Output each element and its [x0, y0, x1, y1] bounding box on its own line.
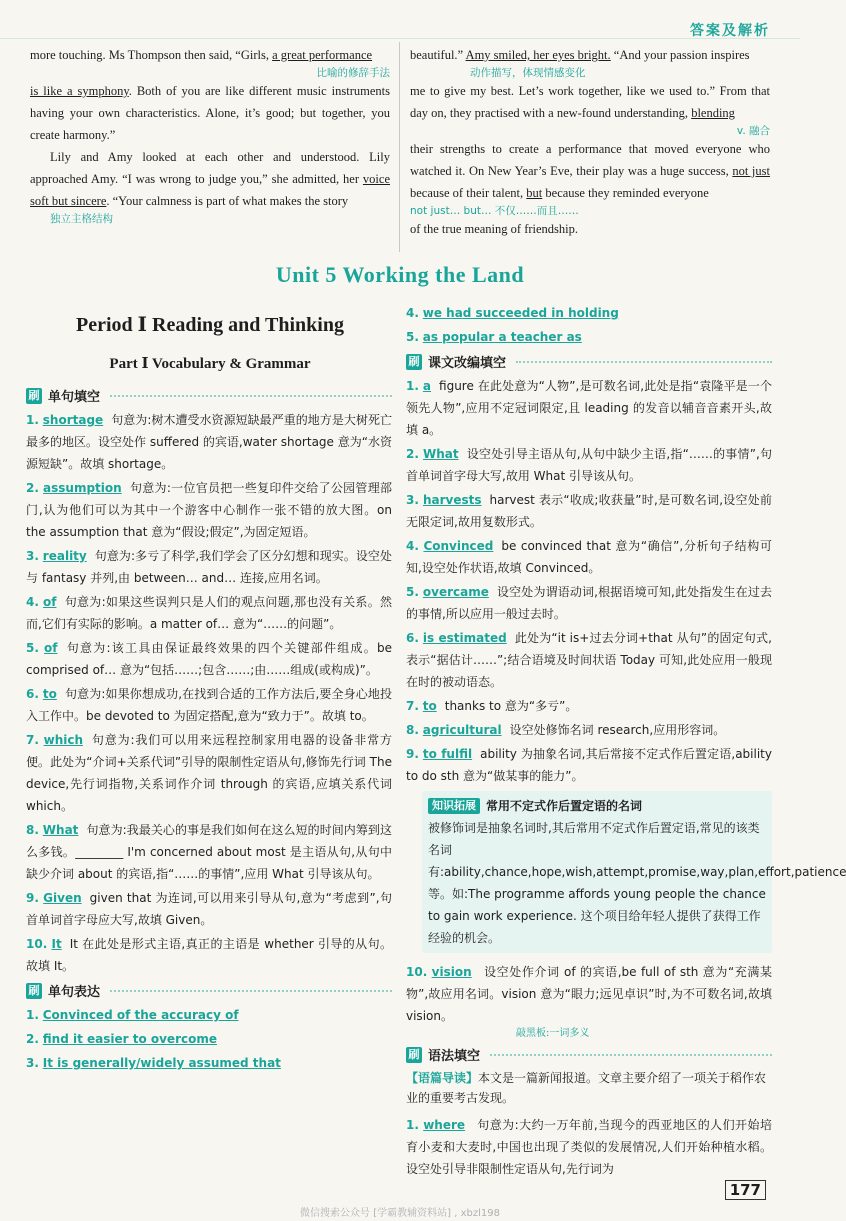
- brush-badge-icon: 刷: [406, 1047, 422, 1063]
- item-explanation: 设空处修饰名词 research,应用形容词。: [509, 723, 726, 737]
- item-number: 1.: [406, 379, 419, 393]
- page-number: 177: [725, 1180, 766, 1200]
- item-answer: which: [43, 733, 84, 747]
- list-item: [406, 743, 772, 787]
- fill-answer-list: [26, 409, 392, 977]
- item-explanation: given that 为连词,可以用来引导从句,意为“考虑到”,句首单词首字母应大写,故填 Given。: [26, 891, 392, 927]
- text: because of their talent,: [410, 186, 527, 200]
- item-number: 5.: [406, 585, 419, 599]
- text: Lily and Amy looked at each other and understood. Lily approached Amy. “I was wrong to judge you,” she admitted, her: [30, 150, 390, 186]
- list-item: [406, 627, 772, 693]
- item-explanation: 此处为“it is+过去分词+that 从句”的固定句式,表示“据估计……”;结合语境及时间状语 Today 可知,此处应用一般现在时的被动语态。: [406, 631, 772, 689]
- list-item: [406, 535, 772, 579]
- item-number: 2.: [26, 1032, 39, 1046]
- text: . “Your calmness is part of what makes the story: [106, 194, 349, 208]
- item-number: 5.: [406, 330, 419, 344]
- item-number: 10.: [406, 965, 428, 979]
- list-item: [26, 683, 392, 727]
- item-number: 4.: [26, 595, 39, 609]
- item-number: 8.: [26, 823, 39, 837]
- story-right-p1: [410, 44, 770, 240]
- text: beautiful.”: [410, 48, 466, 62]
- list-item: [26, 933, 392, 977]
- item-answer: overcame: [422, 585, 489, 599]
- item-answer: as popular a teacher as: [422, 330, 582, 344]
- item-explanation: be convinced that 意为“确信”,分析句子结构可知,设空处作状语,故填 Convinced。: [406, 539, 772, 575]
- item-number: 8.: [406, 723, 419, 737]
- item-explanation: 句意为:我最关心的事是我们如何在这么短的时间内筹到这么多钱。________ I'm concerned about most 是主语从句,从句中缺少介词 about 的宾语,指“……的事情”,应用 What 引导该从句。: [26, 823, 392, 881]
- list-item: [26, 887, 392, 931]
- list-item: [406, 375, 772, 441]
- brush-badge-icon: 刷: [26, 388, 42, 404]
- annotation-note: 独立主格结构: [50, 213, 113, 225]
- item-explanation: 句意为:树木遭受水资源短缺最严重的地方是大树死亡最多的地区。设空处作 suffered 的宾语,water shortage 意为“水资源短缺”。故填 shortage。: [26, 413, 392, 471]
- item-explanation: 句意为:一位官员把一些复印件交给了公园管理部门,认为他们可以为其中一个游客中心制作一张不错的放大图。on the assumption that 意为“假设;假定”,为固定短语。: [26, 481, 392, 539]
- underlined-phrase: a great performance: [272, 48, 373, 62]
- reading-guide: [406, 1068, 772, 1108]
- knowledge-box-title: [428, 795, 766, 817]
- express-answer-list-continued: [406, 302, 772, 348]
- list-item: [406, 719, 772, 741]
- list-item: [406, 302, 772, 324]
- item-answer: we had succeeded in holding: [422, 306, 619, 320]
- annotation-note: not just… but… 不仅……而且……: [410, 205, 579, 217]
- item-answer: Convinced of the accuracy of: [42, 1008, 239, 1022]
- item-answer: harvests: [422, 493, 482, 507]
- list-item: [26, 637, 392, 681]
- section-title: 单句填空: [48, 390, 101, 405]
- item-explanation: harvest 表示“收成;收获量”时,是可数名词,设空处前无限定词,故用复数形式。: [406, 493, 772, 529]
- item-explanation: thanks to 意为“多亏”。: [444, 699, 578, 713]
- section-header-grammar: [406, 1045, 772, 1064]
- item-explanation: 句意为:如果你想成功,在找到合适的工作方法后,要全身心地投入工作中。be devoted to 为固定搭配,意为“致力于”。故填 to。: [26, 687, 392, 723]
- item-number: 10.: [26, 937, 48, 951]
- list-item: [26, 819, 392, 885]
- section-header-express: [26, 981, 392, 1000]
- item-answer: agricultural: [422, 723, 502, 737]
- list-item: [26, 1052, 392, 1074]
- text-answer-list: [406, 375, 772, 787]
- guide-tag: 【语篇导读】: [406, 1071, 479, 1085]
- item-answer: of: [43, 595, 57, 609]
- underlined-phrase: not just: [732, 164, 770, 178]
- list-item: [406, 489, 772, 533]
- item-number: 6.: [26, 687, 39, 701]
- text: . Both of you are like different music instruments having your own characteristics. Alone, it’s good; but together, you create harmony.”: [30, 84, 390, 142]
- annotation-note: 动作描写，体现情感变化: [470, 67, 586, 79]
- right-answer-column: [406, 302, 846, 1182]
- list-item: [26, 545, 392, 589]
- item-number: 9.: [406, 747, 419, 761]
- item-number: 3.: [26, 1056, 39, 1070]
- list-item: [26, 477, 392, 543]
- item-answer: of: [44, 641, 58, 655]
- knowledge-title: 常用不定式作后置定语的名词: [486, 799, 643, 813]
- top-rule: [0, 38, 800, 39]
- section-header-text: [406, 352, 772, 371]
- story-left-column: [30, 44, 390, 226]
- item-number: 4.: [406, 306, 419, 320]
- item-answer: to fulfil: [422, 747, 473, 761]
- item-explanation: 设空处为谓语动词,根据语境可知,此处指发生在过去的事情,所以应用一般过去时。: [406, 585, 772, 621]
- list-item: [406, 695, 772, 717]
- item-answer: a: [422, 379, 432, 393]
- underlined-phrase: Amy smiled, her eyes bright.: [465, 48, 611, 62]
- brush-badge-icon: 刷: [26, 983, 42, 999]
- item-answer: Given: [43, 891, 82, 905]
- item-answer: vision: [431, 965, 472, 979]
- list-item: [26, 591, 392, 635]
- underlined-phrase: blending: [691, 106, 735, 120]
- text: because they reminded everyone: [542, 186, 709, 200]
- list-item: [406, 581, 772, 625]
- list-item: [26, 1004, 392, 1026]
- item-number: 6.: [406, 631, 419, 645]
- left-answer-column: [26, 382, 392, 1076]
- list-item: [26, 409, 392, 475]
- list-item: [406, 443, 772, 487]
- item-answer: Convinced: [423, 539, 494, 553]
- period-title: Period Ⅰ Reading and Thinking: [76, 314, 344, 336]
- item-number: 5.: [26, 641, 39, 655]
- item-explanation: ability 为抽象名词,其后常接不定式作后置定语,ability to do sth 意为“做某事的能力”。: [406, 747, 772, 783]
- item-number: 2.: [26, 481, 39, 495]
- item-explanation: It 在此处是形式主语,真正的主语是 whether 引导的从句。故填 It。: [26, 937, 392, 973]
- item-number: 4.: [406, 539, 419, 553]
- knowledge-tag: 知识拓展: [428, 798, 480, 814]
- item-number: 1.: [26, 413, 39, 427]
- item-explanation: 句意为:该工具由保证最终效果的四个关键部件组成。be comprised of… 意为“包括……;包含……;由……组成(或构成)”。: [26, 641, 392, 677]
- item-number: 1.: [26, 1008, 39, 1022]
- section-title: 单句表达: [48, 985, 101, 1000]
- underlined-phrase: is like a symphony: [30, 84, 129, 98]
- item-explanation: 句意为:大约一万年前,当现今的西亚地区的人们开始培育小麦和大麦时,中国也出现了类似的发展情况,人们开始种植水稻。设空处引导非限制性定语从句,先行词为: [406, 1118, 772, 1176]
- list-item: [406, 326, 772, 348]
- section-header-fill: [26, 386, 392, 405]
- item-answer: shortage: [42, 413, 104, 427]
- item-number: 3.: [26, 549, 39, 563]
- unit-title: Unit 5 Working the Land: [275, 262, 525, 287]
- column-divider: [399, 42, 400, 252]
- dotted-rule: [516, 361, 772, 363]
- express-answer-list: [26, 1004, 392, 1074]
- item-answer: to: [42, 687, 57, 701]
- item-answer: It is generally/widely assumed that: [42, 1056, 281, 1070]
- item-number: 3.: [406, 493, 419, 507]
- item-answer: to: [422, 699, 437, 713]
- annotation-note: 比喻的修辞手法: [316, 67, 390, 79]
- item-explanation: 设空处引导主语从句,从句中缺少主语,指“……的事情”,句首单词首字母大写,故用 What 引导该从句。: [406, 447, 772, 483]
- underlined-phrase: but: [526, 186, 543, 200]
- item-number: 7.: [26, 733, 39, 747]
- section-title: 课文改编填空: [428, 356, 507, 371]
- section-title: 语法填空: [428, 1049, 481, 1064]
- list-item: [26, 729, 392, 817]
- item-number: 7.: [406, 699, 419, 713]
- item-number: 2.: [406, 447, 419, 461]
- text: of the true meaning of friendship.: [410, 222, 579, 236]
- section-tag: 答案及解析: [690, 23, 770, 39]
- item-answer: is estimated: [422, 631, 507, 645]
- item-answer: assumption: [43, 481, 122, 495]
- list-item: [26, 1028, 392, 1050]
- brush-badge-icon: 刷: [406, 354, 422, 370]
- item-number: 9.: [26, 891, 39, 905]
- underlined-phrase: voice soft but sincere: [30, 172, 390, 208]
- item-explanation: 句意为:我们可以用来远程控制家用电器的设备非常方便。此处为“介词+关系代词”引导的限制性定语从句,修饰先行词 The device,先行词指物,关系词作介词 through 的宾语,应填关系代词 which。: [26, 733, 392, 813]
- part-title: Part Ⅰ Vocabulary & Grammar: [109, 356, 311, 372]
- text: more touching. Ms Thompson then said, “Girls,: [30, 48, 273, 62]
- item-answer: What: [42, 823, 79, 837]
- dotted-rule: [490, 1054, 772, 1056]
- item-number: 1.: [406, 1118, 419, 1132]
- footer-watermark: 微信搜索公众号 [学霸教辅资料站] , xbzl198: [300, 1208, 500, 1219]
- item-explanation: 句意为:如果这些误判只是人们的观点问题,那也没有关系。然而,它们有实际的影响。a matter of… 意为“……的问题”。: [26, 595, 392, 631]
- item-answer: What: [422, 447, 459, 461]
- list-item: [406, 1114, 772, 1180]
- item-answer: reality: [42, 549, 87, 563]
- item-explanation: 句意为:多亏了科学,我们学会了区分幻想和现实。设空处与 fantasy 并列,由 between… and… 连接,应用名词。: [26, 549, 392, 585]
- knowledge-box: [422, 791, 846, 953]
- item-explanation: 设空处作介词 of 的宾语,be full of sth 意为“充满某物”,故应用名词。vision 意为“眼力;远见卓识”时,为不可数名词,故填 vision。: [406, 965, 772, 1023]
- annotation-note: v. 融合: [736, 125, 770, 137]
- item-answer: find it easier to overcome: [42, 1032, 217, 1046]
- item-explanation: figure 在此处意为“人物”,是可数名词,此处是指“袁隆平是一个领先人物”,应用不定冠词限定,且 leading 的发音以辅音音素开头,故填 a。: [406, 379, 772, 437]
- item-answer: where: [423, 1118, 466, 1132]
- guide-text: 本文是一篇新闻报道。文章主要介绍了一项关于稻作农业的重要考古发现。: [406, 1071, 767, 1105]
- list-item: [406, 961, 772, 1041]
- dotted-rule: [110, 990, 392, 992]
- story-left-p1: [30, 44, 390, 146]
- text: “And your passion inspires: [610, 48, 750, 62]
- story-left-p2: [30, 146, 390, 226]
- annotation-note: 敲黑板:一词多义: [516, 1028, 590, 1039]
- item-answer: It: [51, 937, 62, 951]
- knowledge-body: 被修饰词是抽象名词时,其后常用不定式作后置定语,常见的该类名词有:ability,chance,hope,wish,attempt,promise,way,plan,effort,patience 等。如:The programme affords young people the chance to gain work experience. 这个项目给年轻人提供了获得工作经验的机会。: [428, 821, 846, 945]
- text: their strengths to create a performance that moved everyone who watched it. On New Year’s Eve, their play was a huge success,: [410, 142, 770, 178]
- dotted-rule: [110, 395, 392, 397]
- text: me to give my best. Let’s work together, like we used to.” From that day on, they practised with a new-found understanding,: [410, 84, 770, 120]
- story-right-column: [410, 44, 770, 240]
